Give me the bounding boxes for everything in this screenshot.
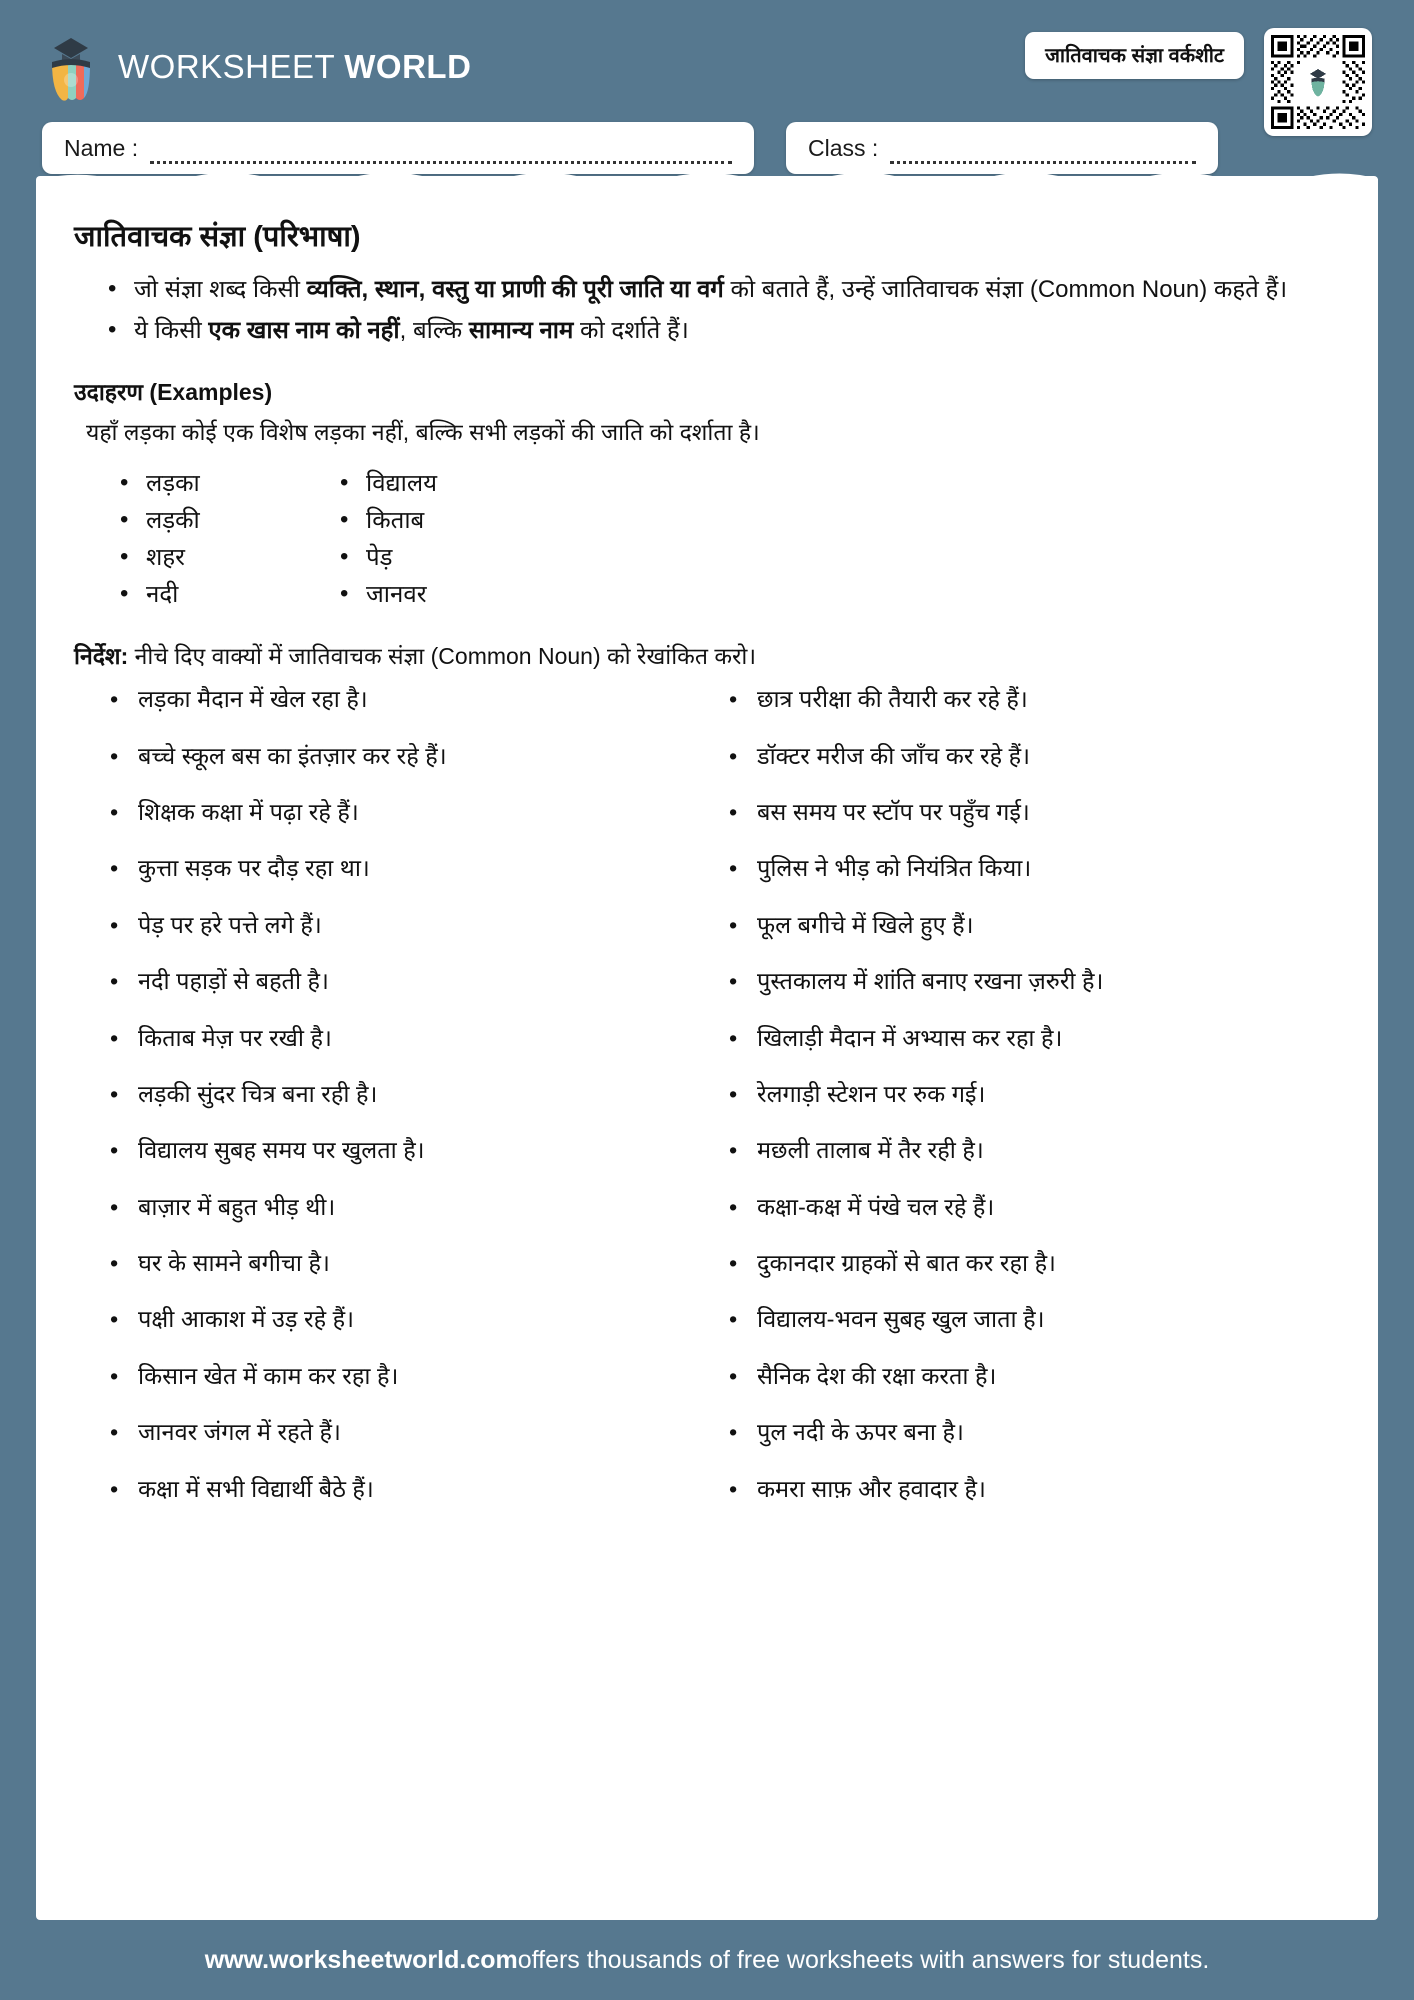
exercise-item[interactable]: • नदी पहाड़ों से बहती है। (110, 967, 707, 996)
page-footer (0, 1920, 1414, 2000)
exercise-item[interactable]: • दुकानदार ग्राहकों से बात कर रहा है। (729, 1249, 1340, 1278)
name-label: Name : (64, 134, 139, 161)
exercise-item[interactable]: • बस समय पर स्टॉप पर पहुँच गई। (729, 798, 1340, 827)
example-word: • लड़की (120, 502, 340, 539)
instruction-label: निर्देश: (74, 643, 129, 670)
pencil-graduation-logo-icon (42, 32, 100, 102)
examples-columns (120, 465, 1340, 614)
definition-bullet-1-part1: जो संज्ञा शब्द किसी (134, 276, 307, 303)
exercise-item[interactable]: • शिक्षक कक्षा में पढ़ा रहे हैं। (110, 798, 707, 827)
instruction-line (74, 639, 1340, 671)
class-input[interactable] (890, 142, 1196, 164)
definition-heading: जातिवाचक संज्ञा (परिभाषा) (74, 221, 361, 253)
exercise-item[interactable]: • बच्चे स्कूल बस का इंतज़ार कर रहे हैं। (110, 742, 707, 771)
definition-bullet-1-part2: को बताते हैं, उन्हें जातिवाचक संज्ञा (Common Noun) कहते हैं। (723, 276, 1288, 303)
name-input[interactable] (150, 142, 732, 164)
exercise-item[interactable]: • पेड़ पर हरे पत्ते लगे हैं। (110, 911, 707, 940)
class-field[interactable] (786, 122, 1218, 174)
exercise-item[interactable]: • खिलाड़ी मैदान में अभ्यास कर रहा है। (729, 1024, 1340, 1053)
exercise-item[interactable]: • पुलिस ने भीड़ को नियंत्रित किया। (729, 854, 1340, 883)
exercise-item[interactable]: • विद्यालय सुबह समय पर खुलता है। (110, 1136, 707, 1165)
brand-name (118, 48, 471, 86)
footer-url[interactable]: www.worksheetworld.com (204, 1945, 518, 1974)
examples-column-left (120, 465, 340, 614)
brand-logo[interactable] (42, 32, 471, 102)
exercise-item[interactable]: • पुस्तकालय में शांति बनाए रखना ज़रुरी है। (729, 967, 1340, 996)
exercise-item[interactable]: • बाज़ार में बहुत भीड़ थी। (110, 1193, 707, 1222)
definition-bullet-1-bold1: व्यक्ति, स्थान, वस्तु या प्राणी की पूरी जाति या वर्ग (306, 276, 724, 303)
qr-code-icon[interactable] (1264, 28, 1372, 136)
exercise-sentences (74, 685, 1340, 1531)
exercise-item[interactable]: • पुल नदी के ऊपर बना है। (729, 1418, 1340, 1447)
exercise-column-left (74, 685, 707, 1531)
examples-note: यहाँ लड़का कोई एक विशेष लड़का नहीं, बल्कि सभी लड़कों की जाति को दर्शाता है। (86, 418, 760, 445)
header-top-row (42, 28, 1372, 106)
exercise-item[interactable]: • मछली तालाब में तैर रही है। (729, 1136, 1340, 1165)
exercise-item[interactable]: • कक्षा-कक्ष में पंखे चल रहे हैं। (729, 1193, 1340, 1222)
example-word: • किताब (340, 502, 560, 539)
example-word: • शहर (120, 539, 340, 576)
example-word: • पेड़ (340, 539, 560, 576)
exercise-item[interactable]: • घर के सामने बगीचा है। (110, 1249, 707, 1278)
exercise-item[interactable]: • कक्षा में सभी विद्यार्थी बैठे हैं। (110, 1475, 707, 1504)
exercise-item[interactable]: • विद्यालय-भवन सुबह खुल जाता है। (729, 1305, 1340, 1334)
name-field[interactable] (42, 122, 754, 174)
brand-name-second: WORLD (344, 48, 472, 85)
student-fields (42, 122, 1372, 174)
exercise-item[interactable]: • सैनिक देश की रक्षा करता है। (729, 1362, 1340, 1391)
exercise-item[interactable]: • किताब मेज़ पर रखी है। (110, 1024, 707, 1053)
examples-heading: उदाहरण (Examples) (74, 378, 273, 405)
definition-bullet-2-part1: ये किसी (134, 316, 209, 344)
definition-bullet-1 (108, 273, 1340, 308)
exercise-item[interactable]: • कमरा साफ़ और हवादार है। (729, 1475, 1340, 1504)
class-label: Class : (808, 134, 879, 161)
definition-list (108, 273, 1340, 349)
example-word: • नदी (120, 576, 340, 613)
page-header (0, 0, 1414, 176)
exercise-column-right (707, 685, 1340, 1531)
footer-text: offers thousands of free worksheets with answers for students. (517, 1945, 1210, 1974)
exercise-item[interactable]: • फूल बगीचे में खिले हुए हैं। (729, 911, 1340, 940)
exercise-item[interactable]: • छात्र परीक्षा की तैयारी कर रहे हैं। (729, 685, 1340, 714)
exercise-item[interactable]: • कुत्ता सड़क पर दौड़ रहा था। (110, 854, 707, 883)
definition-bullet-2-part3: को दर्शाते हैं। (573, 316, 689, 344)
definition-bullet-2-bold1: एक खास नाम को नहीं (208, 316, 400, 344)
definition-bullet-2 (108, 314, 1340, 349)
exercise-item[interactable]: • डॉक्टर मरीज की जाँच कर रहे हैं। (729, 742, 1340, 771)
brand-name-first: WORKSHEET (118, 48, 335, 85)
worksheet-title-badge: जातिवाचक संज्ञा वर्कशीट (1025, 32, 1244, 79)
exercise-item[interactable]: • लड़का मैदान में खेल रहा है। (110, 685, 707, 714)
definition-bullet-2-bold2: सामान्य नाम (468, 316, 574, 344)
example-word: • जानवर (340, 576, 560, 613)
worksheet-body (36, 176, 1378, 1920)
exercise-item[interactable]: • लड़की सुंदर चित्र बना रही है। (110, 1080, 707, 1109)
definition-bullet-2-part2: , बल्कि (399, 316, 469, 344)
exercise-item[interactable]: • किसान खेत में काम कर रहा है। (110, 1362, 707, 1391)
example-word: • लड़का (120, 465, 340, 502)
exercise-item[interactable]: • पक्षी आकाश में उड़ रहे हैं। (110, 1305, 707, 1334)
instruction-text: नीचे दिए वाक्यों में जातिवाचक संज्ञा (Common Noun) को रेखांकित करो। (128, 643, 757, 670)
examples-column-right (340, 465, 560, 614)
example-word: • विद्यालय (340, 465, 560, 502)
exercise-item[interactable]: • जानवर जंगल में रहते हैं। (110, 1418, 707, 1447)
exercise-item[interactable]: • रेलगाड़ी स्टेशन पर रुक गई। (729, 1080, 1340, 1109)
